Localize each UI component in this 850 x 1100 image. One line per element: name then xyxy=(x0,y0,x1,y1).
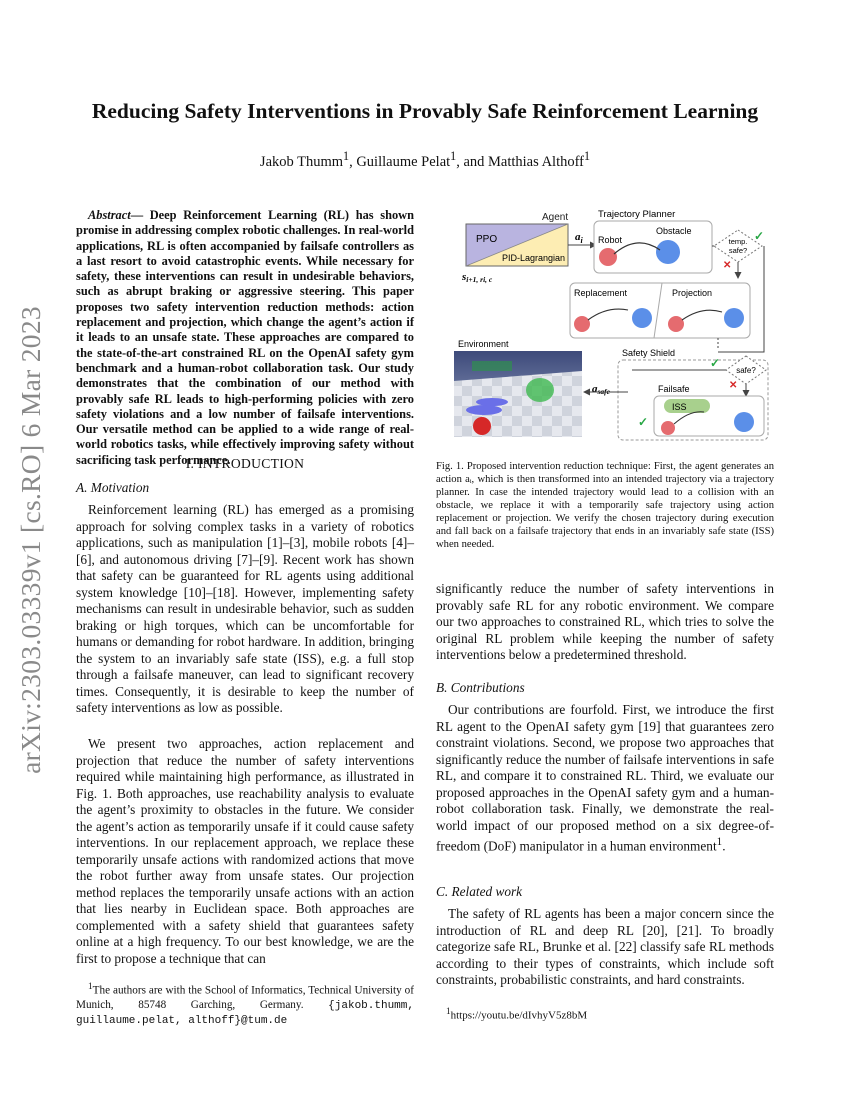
robot-circle xyxy=(599,248,617,266)
cross-icon: ✕ xyxy=(723,260,732,271)
author-name: Guillaume Pelat xyxy=(356,153,451,170)
author-list xyxy=(40,146,810,172)
footnote-mark: 1 xyxy=(716,836,723,848)
arxiv-identifier: arXiv:2303.03339v1 [cs.RO] 6 Mar 2023 xyxy=(15,306,46,774)
temp-safe-text: safe? xyxy=(728,246,748,255)
ppo-label: PPO xyxy=(476,234,498,245)
projection-label: Projection xyxy=(672,288,713,298)
pid-label: PID-Lagrangian xyxy=(502,253,566,263)
iss-badge xyxy=(664,399,710,413)
affiliation-mark: 1 xyxy=(450,149,457,163)
environment-label: Environment xyxy=(458,339,509,349)
action-label: $a_i$ xyxy=(575,231,583,245)
trajectory-planner-label: Trajectory Planner xyxy=(598,209,676,220)
footnote-affiliation xyxy=(76,980,414,1028)
paragraph-text: We present two approaches, action replacement and projection that reduce the number of safety interventions required while maintaining high performance, as illustrated in Fig. 1. Both approaches, use reachability analysis to evaluate the agent’s proximity to obstacles in the future. We consider the agent’s action as temporarily unsafe if it could cause safety interventions. In our replacement approach, we replace these temporarily unsafe actions with randomized actions that move the robot further away from unsafe states. Our projection method replaces the temporarily unsafe actions with an action that lies nearby in Euclidean space. Both approaches are complemented with a safety shield that guarantees safety online at a high frequency. To our best knowledge, we are the first to propose a technique that can xyxy=(76,736,414,966)
affiliation-mark: 1 xyxy=(584,149,591,163)
author-name: Matthias Althoff xyxy=(488,153,585,170)
subsection-heading-motivation: A. Motivation xyxy=(76,480,150,495)
obstacle-circle xyxy=(724,308,744,328)
robot-circle xyxy=(668,316,684,332)
paragraph xyxy=(76,502,414,717)
author-separator: , and xyxy=(456,153,489,170)
figure-caption: Fig. 1. Proposed intervention reduction technique: First, the agent generates an action aᵢ, which is then transformed into an intended trajectory via a trajectory planner. In case the intended trajectory would lead to a collision with an obstacle, we replace it with a temporarily safe trajectory using action replacement or projection. We verify the chosen trajectory during execution and fall back on a failsafe trajectory that ends in an invariably safe state (ISS) when needed. xyxy=(436,461,774,550)
paragraph xyxy=(436,581,774,664)
footnote-text: The authors are with the School of Informatics, Technical University of Munich, 85748 Garching, Germany. xyxy=(76,984,414,1011)
footnote-mark: 1 xyxy=(88,982,93,992)
iss-label: ISS xyxy=(672,402,687,412)
paragraph xyxy=(436,906,774,989)
subsection-heading-related-work: C. Related work xyxy=(436,884,523,899)
agent-label: Agent xyxy=(542,212,569,223)
arxiv-stamp xyxy=(11,300,51,780)
failsafe-label: Failsafe xyxy=(658,384,690,394)
replacement-label: Replacement xyxy=(574,288,628,298)
safe-text: safe? xyxy=(736,366,756,375)
paper-title: Reducing Safety Interventions in Provably Safe Reinforcement Learning xyxy=(91,99,759,123)
safe-action-label: asafe xyxy=(592,383,610,396)
obstacle-label: Obstacle xyxy=(656,226,692,236)
section-heading-introduction: I. INTRODUCTION xyxy=(185,456,305,471)
author-name: Jakob Thumm xyxy=(259,153,344,170)
robot-circle xyxy=(661,421,675,435)
obstacle-circle xyxy=(632,308,652,328)
author-separator: , xyxy=(349,153,357,170)
cross-icon: ✕ xyxy=(729,380,738,391)
paragraph-text: significantly reduce the number of safety interventions in provably safe RL for any robotic environment. We compare our two approaches to constrained RL, which tries to solve the original RL problem while keeping the number of safety interventions below a predetermined threshold. xyxy=(436,581,774,662)
paragraph xyxy=(76,736,414,967)
check-icon: ✓ xyxy=(638,415,649,429)
footnote-link xyxy=(446,1006,587,1022)
robot-circle xyxy=(574,316,590,332)
paragraph-text: Our contributions are fourfold. First, we introduce the first RL agent to the OpenAI safety gym [19] that guarantees zero constraint violations. Second, we propose two approaches that significantly reduce the number of failsafe interventions in safe RL, and compare it to constrained RL. Third, we evaluate our proposed approaches in the OpenAI safety gym and a human-robot collaboration task. Finally, we demonstrate the real-world impact of our proposed method on a six degree-of-freedom (DoF) manipulator in a human environment xyxy=(436,702,774,854)
robot-label: Robot xyxy=(598,235,623,245)
obstacle-circle xyxy=(656,240,680,264)
state-label: si+1, ri, c xyxy=(462,271,493,284)
temp-safe-text: temp. xyxy=(728,237,748,246)
affiliation-mark: 1 xyxy=(343,149,350,163)
abstract-label: Abstract xyxy=(88,208,131,222)
safety-shield-label: Safety Shield xyxy=(622,348,676,358)
environment-render xyxy=(454,351,582,437)
subsection-heading-contributions: B. Contributions xyxy=(436,680,525,695)
footnote-mark: 1 xyxy=(446,1006,451,1016)
abstract xyxy=(76,208,414,468)
paragraph-text: . xyxy=(722,838,726,854)
obstacle-circle xyxy=(734,412,754,432)
footnote-url[interactable]: https://youtu.be/dIvhyV5z8bM xyxy=(450,1009,588,1022)
check-icon: ✓ xyxy=(710,356,721,370)
check-icon: ✓ xyxy=(754,229,765,243)
abstract-text: — Deep Reinforcement Learning (RL) has shown promise in addressing complex robotic challenges. In real-world applications, RL is often accompanied by failsafe controllers as a last resort to avoid catastrophic events. While necessary for safety, these interventions can result in undesirable behaviors, such as abrupt braking or aggressive steering. This paper proposes two safety intervention reduction methods: action replacement and projection, which change the agent’s action if it leads to an unsafe state. These approaches are compared to the state-of-the-art constrained RL on the OpenAI safety gym benchmark and a human-robot collaboration task. Our study demonstrates that the combination of our method with provably safe RL leads to high-performing policies with zero safety violations and a low number of failsafe interventions. Our versatile method can be applied to a wide range of real-world robotics tasks, while effectively improving safety without sacrificing task performance. xyxy=(76,208,414,467)
paragraph xyxy=(436,702,774,855)
paragraph-text: The safety of RL agents has been a major concern since the introduction of RL and deep RL [20], [21]. To broadly categorize safe RL, Brunke et al. [22] classify safe RL methods according to their types of constraints, which include soft constraints, probabilistic constraints, and hard constraints. xyxy=(436,906,774,987)
figure-1 xyxy=(432,206,772,442)
paragraph-text: Reinforcement learning (RL) has emerged as a promising approach for solving complex tasks in a variety of robotics applications, such as manipulation [1]–[3], mobile robots [4]–[6], and autonomous driving [7]–[9]. Recent work has shown that safety can be guaranteed for RL agents using additional system knowledge [10]–[18]. However, implementing safety mechanisms can result in undesirable behavior, such as sudden braking or high torques, which can be uncomfortable for humans or demanding for robot hardware. In addition, bringing the system to an invariably safe state (ISS), e.g. a full stop through a failsafe maneuver, can lead to significant recovery times. Consequently, it is desirable to keep the number of safety interventions as low as possible. xyxy=(76,502,414,715)
footnote-emails: {jakob.thumm, guillaume.pelat, althoff}@tum.de xyxy=(76,999,414,1027)
